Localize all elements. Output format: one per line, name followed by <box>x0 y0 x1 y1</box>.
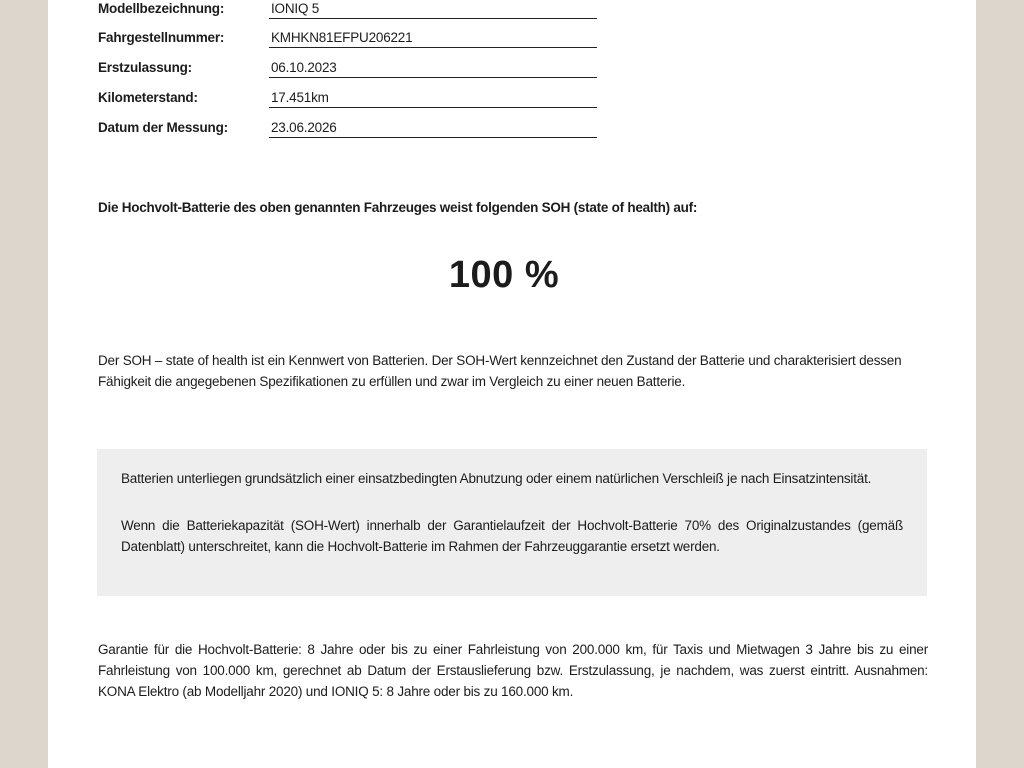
field-label-model: Modellbezeichnung: <box>98 1 225 16</box>
field-row-mileage <box>98 89 598 111</box>
field-value-model: IONIQ 5 <box>269 0 597 19</box>
field-row-model <box>98 0 598 22</box>
notice-paragraph-wear: Batterien unterliegen grundsätzlich einer einsatzbedingten Abnutzung oder einem natürlichen Verschleiß je nach Einsatzintensität. <box>121 471 872 486</box>
field-row-first-registration <box>98 59 598 81</box>
field-value-measurement-date: 23.06.2026 <box>269 119 597 138</box>
field-value-mileage: 17.451km <box>269 89 597 108</box>
field-label-measurement-date: Datum der Messung: <box>98 120 228 135</box>
soh-value: 100 % <box>448 254 560 296</box>
field-row-vin <box>98 29 598 51</box>
field-value-first-registration: 06.10.2023 <box>269 59 597 78</box>
notice-box <box>97 449 927 596</box>
field-row-measurement-date <box>98 119 598 141</box>
notice-paragraph-replacement: Wenn die Batteriekapazität (SOH-Wert) innerhalb der Garantielaufzeit der Hochvolt-Batterie 70% des Originalzustandes (gemäß Datenblatt) unterschreitet, kann die Hochvolt-Batterie im Rahmen der Fahrzeuggarantie ersetzt werden. <box>121 518 903 554</box>
soh-explanation: Der SOH – state of health ist ein Kennwert von Batterien. Der SOH-Wert kennzeichnet den Zustand der Batterie und charakterisiert dessen Fähigkeit die angegebenen Spezifikationen zu erfüllen und zwar im Vergleich zu einer neuen Batterie. <box>98 353 902 389</box>
field-value-vin: KMHKN81EFPU206221 <box>269 29 597 48</box>
soh-intro-text: Die Hochvolt-Batterie des oben genannten Fahrzeuges weist folgenden SOH (state of health) auf: <box>98 200 698 215</box>
field-label-mileage: Kilometerstand: <box>98 90 198 105</box>
document-page <box>48 0 976 768</box>
field-label-first-registration: Erstzulassung: <box>98 60 192 75</box>
warranty-text: Garantie für die Hochvolt-Batterie: 8 Jahre oder bis zu einer Fahrleistung von 200.000 km, für Taxis und Mietwagen 3 Jahre bis zu einer Fahrleistung von 100.000 km, gerechnet ab Datum der Erstauslieferung bzw. Erstzulassung, je nachdem, was zuerst eintritt. Ausnahmen: KONA Elektro (ab Modelljahr 2020) und IONIQ 5: 8 Jahre oder bis zu 160.000 km. <box>98 642 928 699</box>
field-label-vin: Fahrgestellnummer: <box>98 30 225 45</box>
